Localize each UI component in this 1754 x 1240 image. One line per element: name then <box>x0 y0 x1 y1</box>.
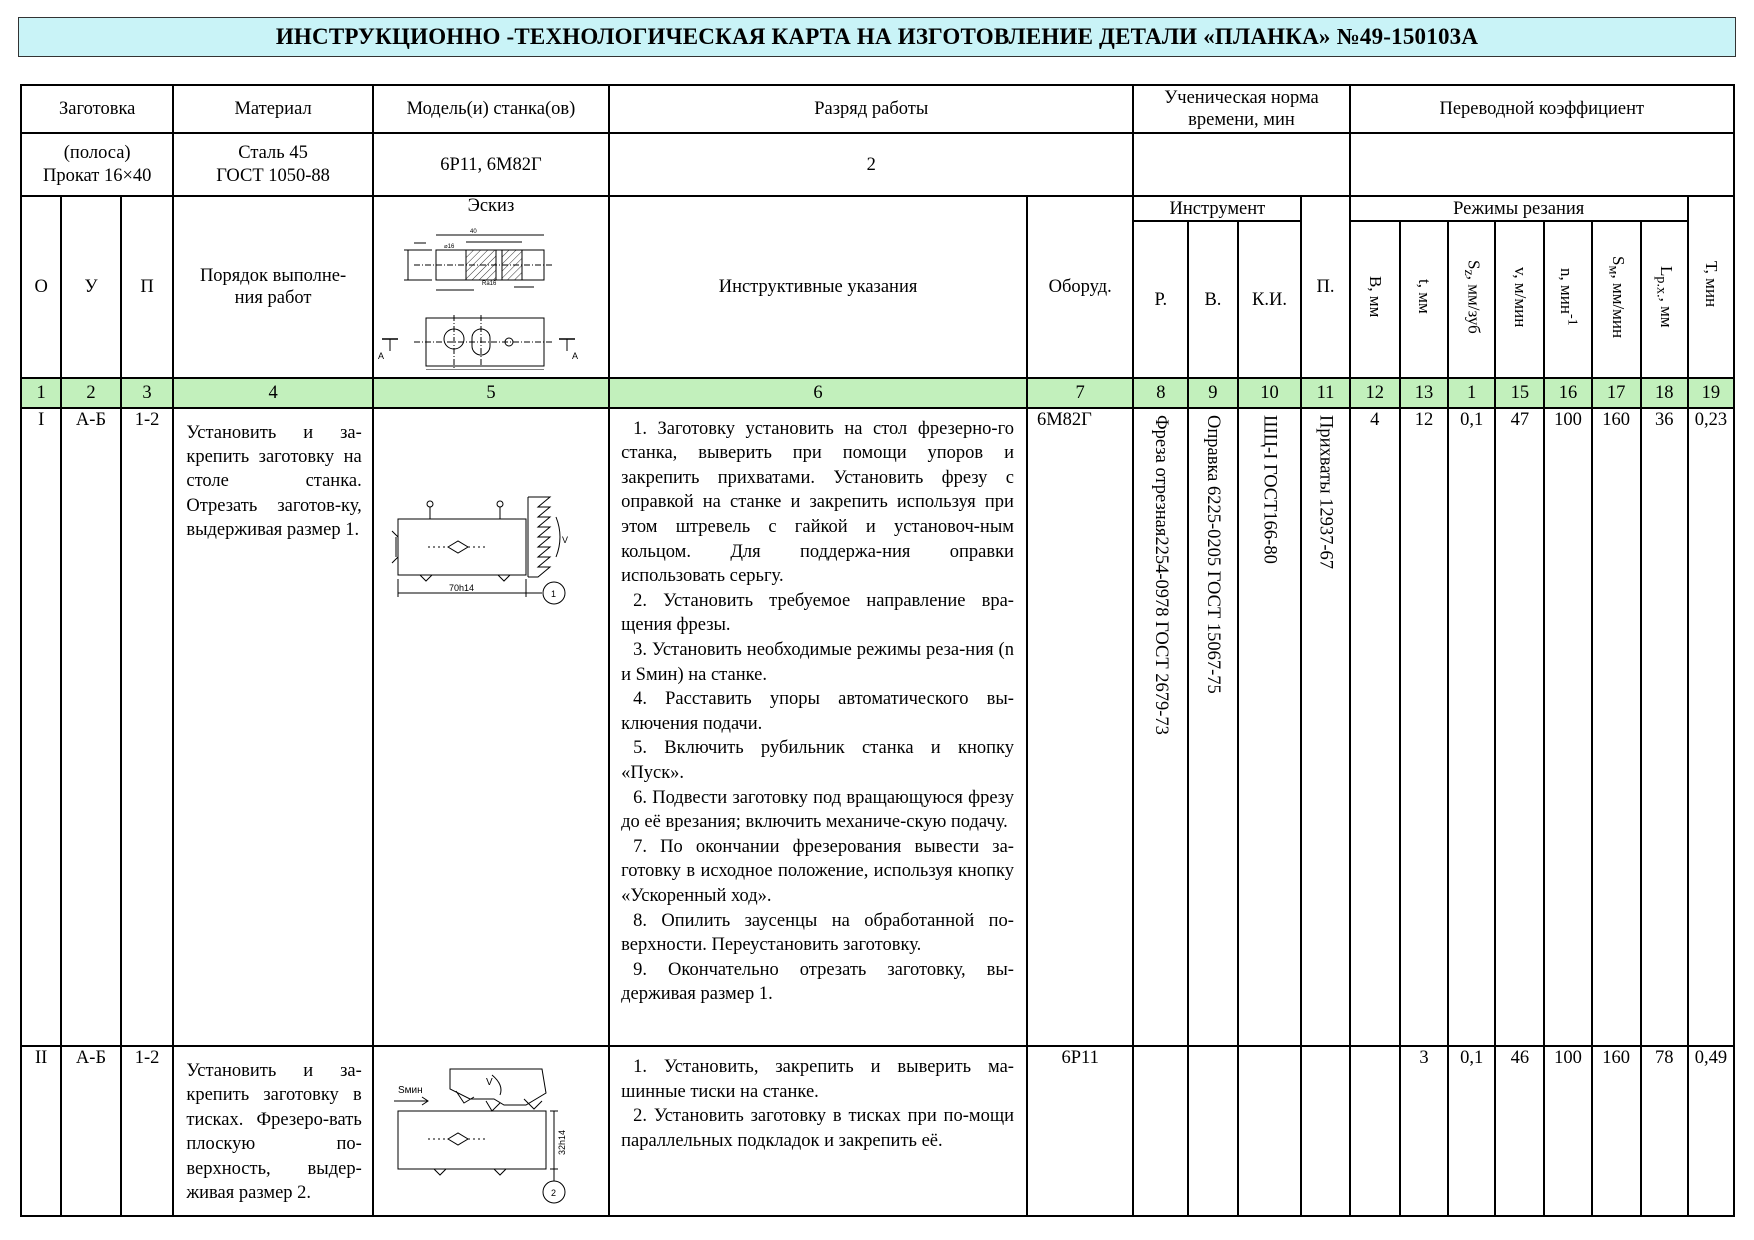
op1-instruction: 9. Окончательно отрезать заготовку, вы-держивая размер 1. <box>621 959 1014 1005</box>
col-tt-header: Т, мин <box>1688 196 1734 379</box>
equipment-header: Оборуд. <box>1027 196 1133 379</box>
coef-header: Переводной коэффициент <box>1350 85 1734 133</box>
op1-tt: 0,23 <box>1688 408 1734 1046</box>
machine-value: 6Р11, 6М82Г <box>373 133 609 196</box>
column-number: 11 <box>1301 378 1349 407</box>
column-number: 9 <box>1188 378 1237 407</box>
op1-u: А-Б <box>61 408 120 1046</box>
col-sz-header: $S_z$, мм/зуб <box>1448 221 1495 378</box>
op1-instruction: 1. Заготовку установить на стол фрезерно-го станка, выверить при помощи упоров и закрепить прихватами. Установить фрезу с оправкой на станке и закрепить используя при этом штревель с гайкой и установоч-ным кольцом. Для поддержа-ния оправки использовать серьгу. <box>621 418 1014 587</box>
op1-instruction: 4. Расставить упоры автоматического вы-ключения подачи. <box>621 689 1014 734</box>
op2-setup-sketch <box>374 1055 583 1205</box>
op1-instruction: 6. Подвести заготовку под вращающуюся фрезу до её врезания; включить механиче-скую подачу. <box>621 787 1014 833</box>
op1-instruction: 7. По окончании фрезерования вывести за-готовку в исходное положение, используя кнопку «Ускоренный ход». <box>621 836 1014 906</box>
op2-vv: 46 <box>1495 1046 1544 1216</box>
column-number: 17 <box>1592 378 1641 407</box>
blank-header: Заготовка <box>21 85 173 133</box>
col-pp-header: П. <box>1301 196 1349 379</box>
op1-instruction: 8. Опилить заусенцы на обработанной по-верхности. Переустановить заготовку. <box>621 910 1014 956</box>
op1-tool-ki: ШЦ-I ГОСТ166-80 <box>1238 408 1302 1046</box>
column-number: 3 <box>121 378 174 407</box>
op1-setup-sketch <box>374 487 583 687</box>
col-lrx-header: $L_{р.х.}$, мм <box>1641 221 1688 378</box>
op1-b: 4 <box>1350 408 1400 1046</box>
column-number-row <box>21 378 1734 407</box>
op1-tool-v: Оправка 6225-0205 ГОСТ 15067-75 <box>1188 408 1237 1046</box>
instructions-header: Инструктивные указания <box>609 196 1027 379</box>
op2-tool-r <box>1133 1046 1188 1216</box>
column-number: 13 <box>1400 378 1448 407</box>
op2-n: 100 <box>1544 1046 1591 1216</box>
col-sm-header: $S_м$, мм/мин <box>1592 221 1641 378</box>
sketch-header <box>373 196 609 379</box>
col-r-header: Р. <box>1133 221 1188 378</box>
op2-u: А-Б <box>61 1046 120 1216</box>
op1-tool-r: Фреза отрезная2254-0978 ГОСТ 2679-73 <box>1133 408 1188 1046</box>
column-number: 5 <box>373 378 609 407</box>
svg-text:40: 40 <box>469 228 477 235</box>
column-number: 2 <box>61 378 120 407</box>
op2-tool-ki <box>1238 1046 1302 1216</box>
svg-text:Ra16: Ra16 <box>481 280 497 287</box>
material-value: Сталь 45 ГОСТ 1050-88 <box>173 133 372 196</box>
op2-equipment: 6Р11 <box>1027 1046 1133 1216</box>
column-number: 19 <box>1688 378 1734 407</box>
column-number: 7 <box>1027 378 1133 407</box>
op1-p: 1-2 <box>121 408 174 1046</box>
op1-dim-label: 70h14 <box>448 582 474 593</box>
col-b-header: В, мм <box>1350 221 1400 378</box>
norm-value <box>1133 133 1349 196</box>
column-number: 15 <box>1495 378 1544 407</box>
op2-circle-label: 2 <box>550 1187 556 1198</box>
op2-tool-pp <box>1301 1046 1349 1216</box>
op1-sketch <box>373 408 609 1046</box>
op2-instruction: 1. Установить, закрепить и выверить ма-шинные тиски на станке. <box>621 1056 1014 1102</box>
table-row <box>21 408 1734 1046</box>
column-number: 10 <box>1238 378 1302 407</box>
tool-group-header: Инструмент <box>1133 196 1301 221</box>
sketch-title: Эскиз <box>467 195 515 216</box>
column-number: 16 <box>1544 378 1591 407</box>
op2-tt: 0,49 <box>1688 1046 1734 1216</box>
machine-header: Модель(и) станка(ов) <box>373 85 609 133</box>
op2-sz: 0,1 <box>1448 1046 1495 1216</box>
op2-b <box>1350 1046 1400 1216</box>
op1-instruction: 2. Установить требуемое направление вра-щения фрезы. <box>621 590 1014 636</box>
column-number: 12 <box>1350 378 1400 407</box>
column-number: 6 <box>609 378 1027 407</box>
tech-card-table <box>20 84 1735 1217</box>
op2-order: Установить и за-крепить заготовку в тисках. Фрезеро-вать плоскую по-верхность, выдер-живая размер 2. <box>173 1046 372 1216</box>
op2-feed-label: Sмин <box>397 1084 423 1096</box>
col-vv-header: v, м/мин <box>1495 221 1544 378</box>
column-number: 4 <box>173 378 372 407</box>
page-title: ИНСТРУКЦИОННО -ТЕХНОЛОГИЧЕСКАЯ КАРТА НА ИЗГОТОВЛЕНИЕ ДЕТАЛИ «ПЛАНКА» №49-150103А <box>18 17 1736 57</box>
grade-header: Разряд работы <box>609 85 1133 133</box>
op1-sm: 160 <box>1592 408 1641 1046</box>
op1-instruction: 5. Включить рубильник станка и кнопку «Пуск». <box>621 738 1014 783</box>
column-number: 18 <box>1641 378 1688 407</box>
op2-dim-label: 32h14 <box>556 1129 567 1155</box>
op1-vv: 47 <box>1495 408 1544 1046</box>
norm-header: Ученическая норма времени, мин <box>1133 85 1349 133</box>
op2-tool-v <box>1188 1046 1237 1216</box>
col-o-header: О <box>21 196 61 379</box>
col-p-header: П <box>121 196 174 379</box>
op2-sm: 160 <box>1592 1046 1641 1216</box>
op1-tool-pp: Прихваты 12937-67 <box>1301 408 1349 1046</box>
op1-equipment: 6М82Г <box>1027 408 1133 1046</box>
op1-order: Установить и за-крепить заготовку на столе станка. Отрезать заготов-ку, выдерживая размер 1. <box>173 408 372 1046</box>
op2-t: 3 <box>1400 1046 1448 1216</box>
op1-n: 100 <box>1544 408 1591 1046</box>
op1-v-label: V <box>561 534 568 545</box>
part-sketch <box>374 215 583 370</box>
op2-o: II <box>21 1046 61 1216</box>
table-row <box>21 1046 1734 1216</box>
op2-p: 1-2 <box>121 1046 174 1216</box>
op2-instruction: 2. Установить заготовку в тисках при по-мощи параллельных подкладок и закрепить её. <box>621 1106 1014 1151</box>
op2-v-label: V <box>485 1076 493 1088</box>
op2-lrx: 78 <box>1641 1046 1688 1216</box>
op1-o: I <box>21 408 61 1046</box>
col-u-header: У <box>61 196 120 379</box>
op2-instructions <box>609 1046 1027 1216</box>
op1-circle-label: 1 <box>550 588 556 599</box>
column-number: 1 <box>21 378 61 407</box>
op1-t: 12 <box>1400 408 1448 1046</box>
col-v-header: В. <box>1188 221 1237 378</box>
op1-instruction: 3. Установить необходимые режимы реза-ния (n и Sмин) на станке. <box>621 639 1014 685</box>
col-order-header: Порядок выполне-ния работ <box>173 196 372 379</box>
column-number: 1 <box>1448 378 1495 407</box>
column-number: 8 <box>1133 378 1188 407</box>
material-header: Материал <box>173 85 372 133</box>
modes-group-header: Режимы резания <box>1350 196 1688 221</box>
op2-sketch <box>373 1046 609 1216</box>
col-t-header: t, мм <box>1400 221 1448 378</box>
section-a-left-label: А <box>377 350 384 361</box>
grade-value: 2 <box>609 133 1133 196</box>
col-n-header: n, мин$^{-1}$ <box>1544 221 1591 378</box>
coef-value <box>1350 133 1734 196</box>
op1-instructions <box>609 408 1027 1046</box>
op1-sz: 0,1 <box>1448 408 1495 1046</box>
svg-text:⌀16: ⌀16 <box>443 243 455 250</box>
col-ki-header: К.И. <box>1238 221 1302 378</box>
blank-value: (полоса) Прокат 16×40 <box>21 133 173 196</box>
section-a-right-label: А <box>571 350 578 361</box>
op1-lrx: 36 <box>1641 408 1688 1046</box>
